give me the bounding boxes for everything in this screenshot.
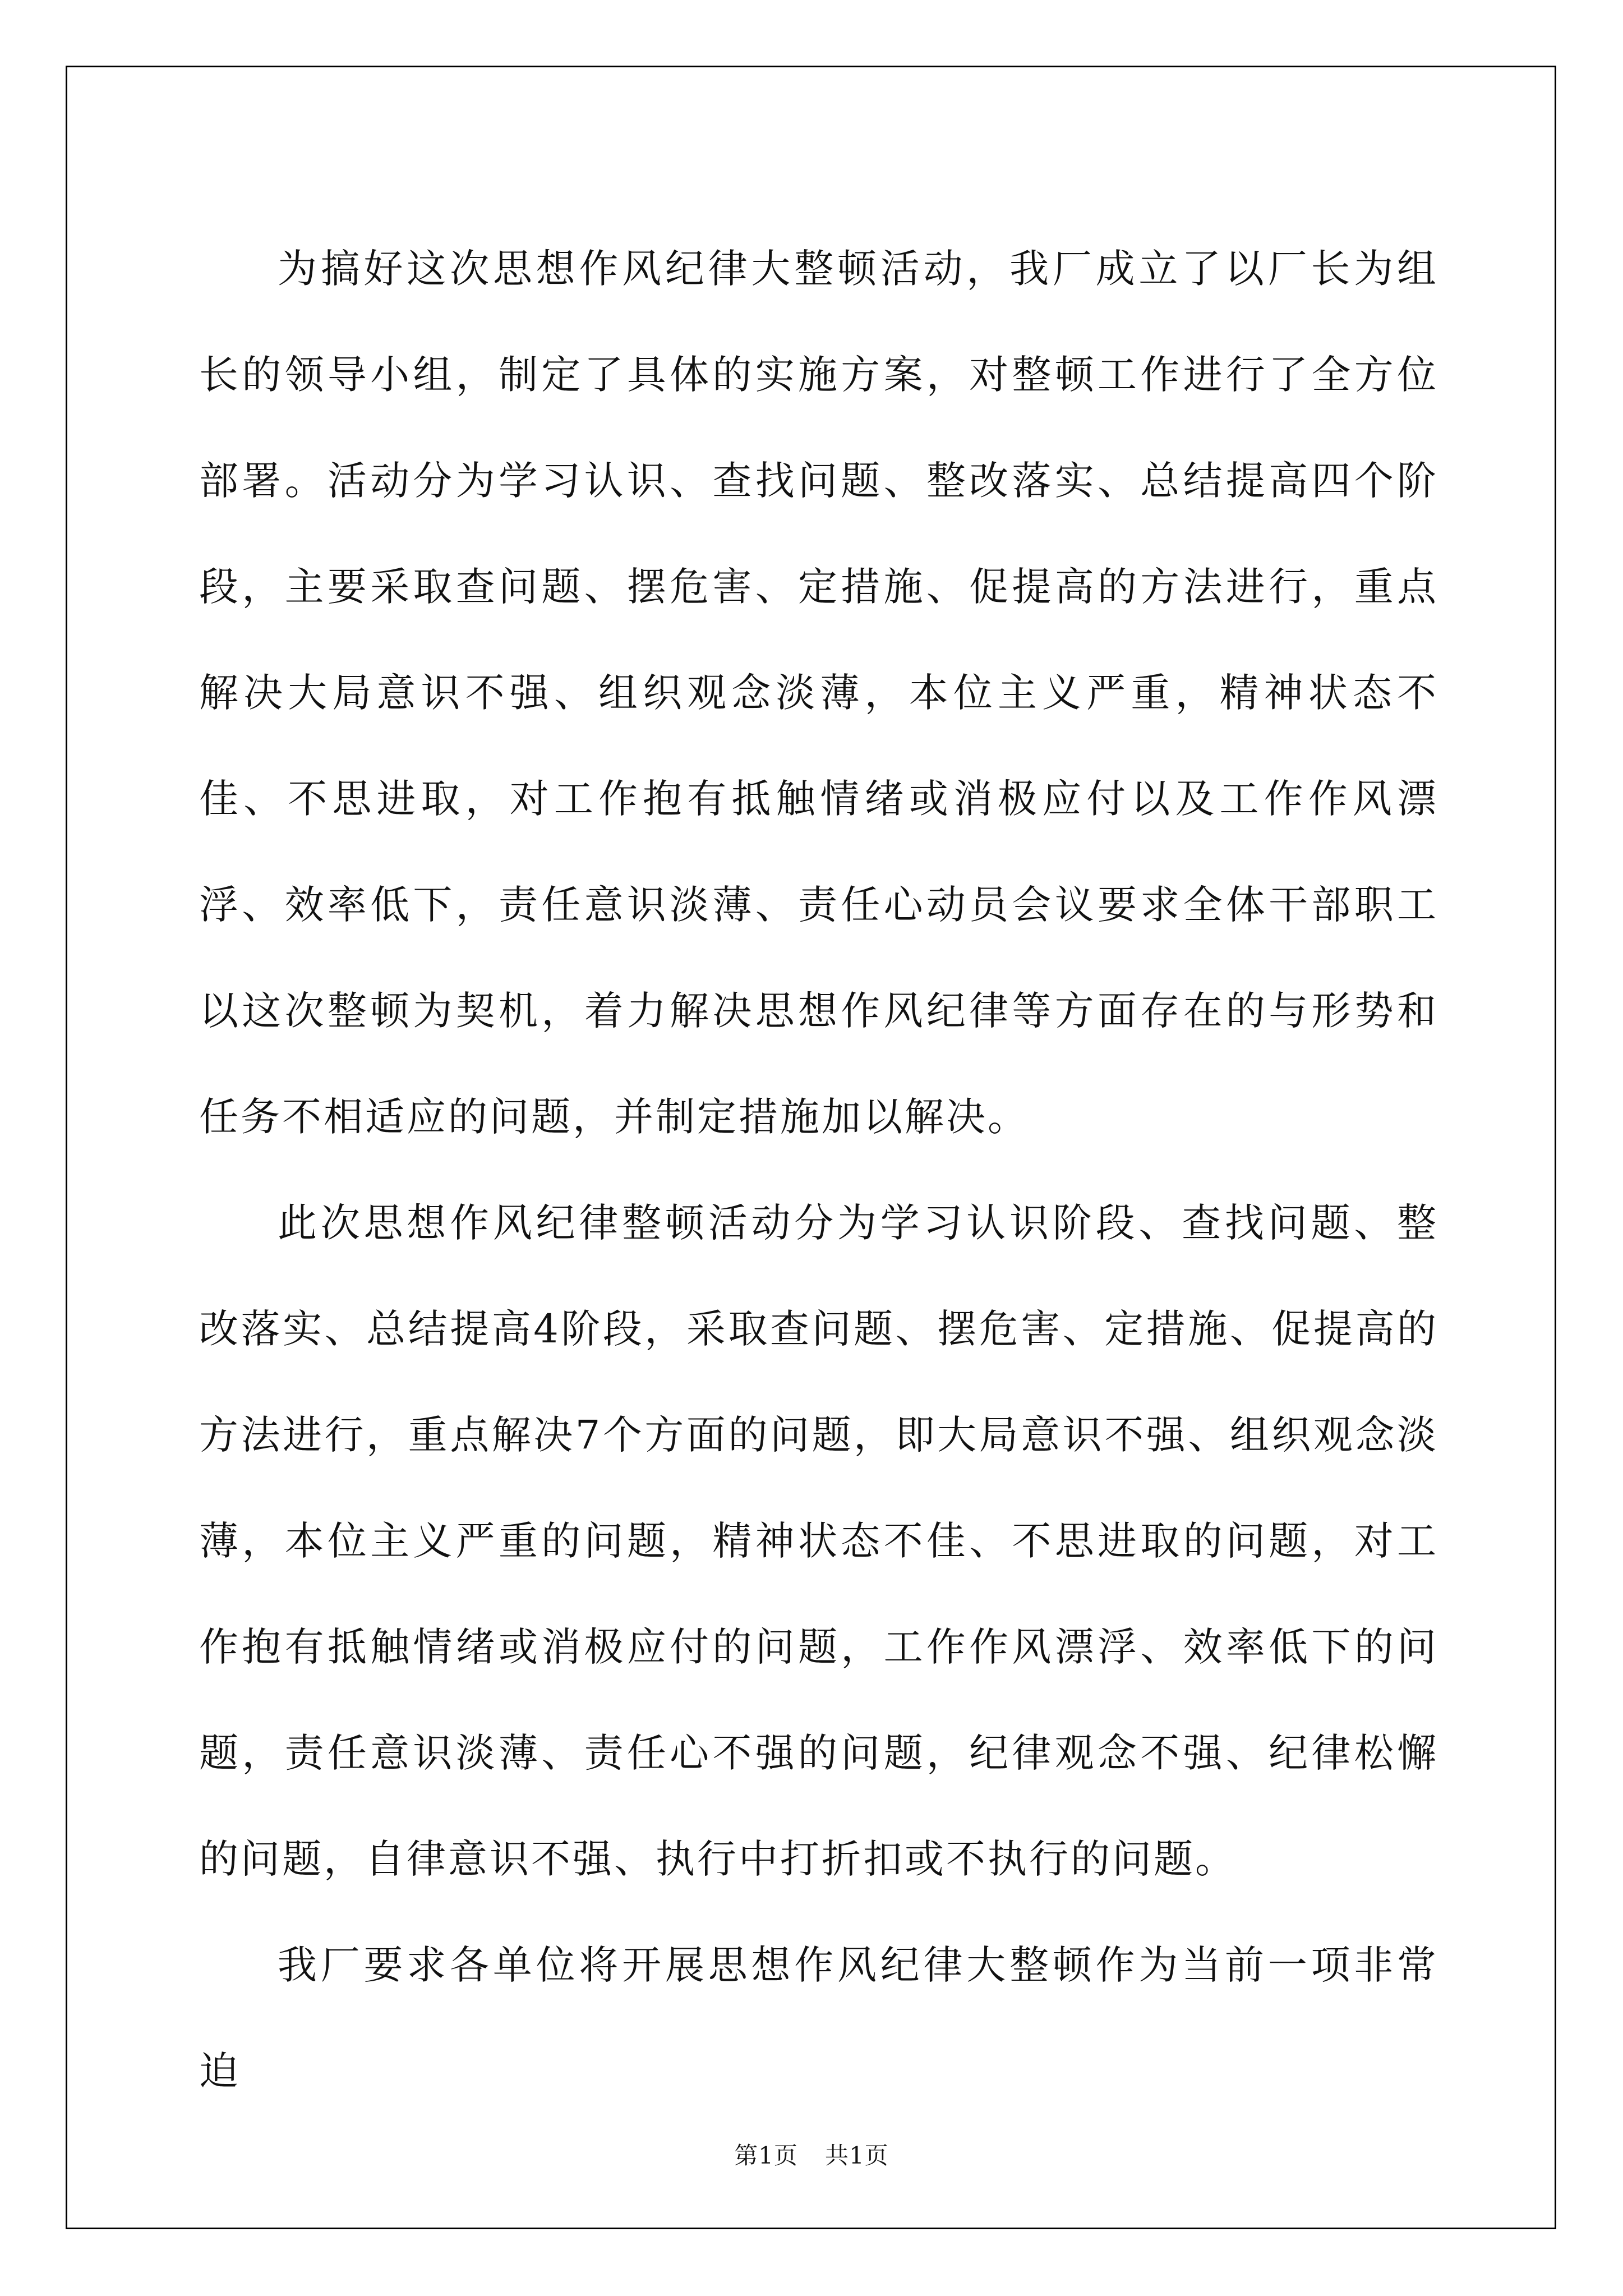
total-pages: 共1页 (825, 2142, 889, 2169)
paragraph-2: 此次思想作风纪律整顿活动分为学习认识阶段、查找问题、整改落实、总结提高4阶段，采取查问题、摆危害、定措施、促提高的方法进行，重点解决7个方面的问题，即大局意识不强、组织观念淡薄，本位主义严重的问题，精神状态不佳、不思进取的问题，对工作抱有抵触情绪或消极应付的问题，工作作风漂浮、效率低下的问题，责任意识淡薄、责任心不强的问题，纪律观念不强、纪律松懈的问题，自律意识不强、执行中打折扣或不执行的问题。 (199, 1200, 1438, 1882)
document-body (199, 216, 1438, 2124)
paragraph-3: 我厂要求各单位将开展思想作风纪律大整顿作为当前一项非常迫 (199, 1942, 1438, 2094)
page-number: 第1页 (734, 2142, 798, 2169)
page-footer (0, 2140, 1623, 2171)
paragraph-1: 为搞好这次思想作风纪律大整顿活动，我厂成立了以厂长为组长的领导小组，制定了具体的实施方案，对整顿工作进行了全方位部署。活动分为学习认识、查找问题、整改落实、总结提高四个阶段，主要采取查问题、摆危害、定措施、促提高的方法进行，重点解决大局意识不强、组织观念淡薄，本位主义严重，精神状态不佳、不思进取，对工作抱有抵触情绪或消极应付以及工作作风漂浮、效率低下，责任意识淡薄、责任心动员会议要求全体干部职工以这次整顿为契机，着力解决思想作风纪律等方面存在的与形势和任务不相适应的问题，并制定措施加以解决。 (199, 246, 1438, 1140)
